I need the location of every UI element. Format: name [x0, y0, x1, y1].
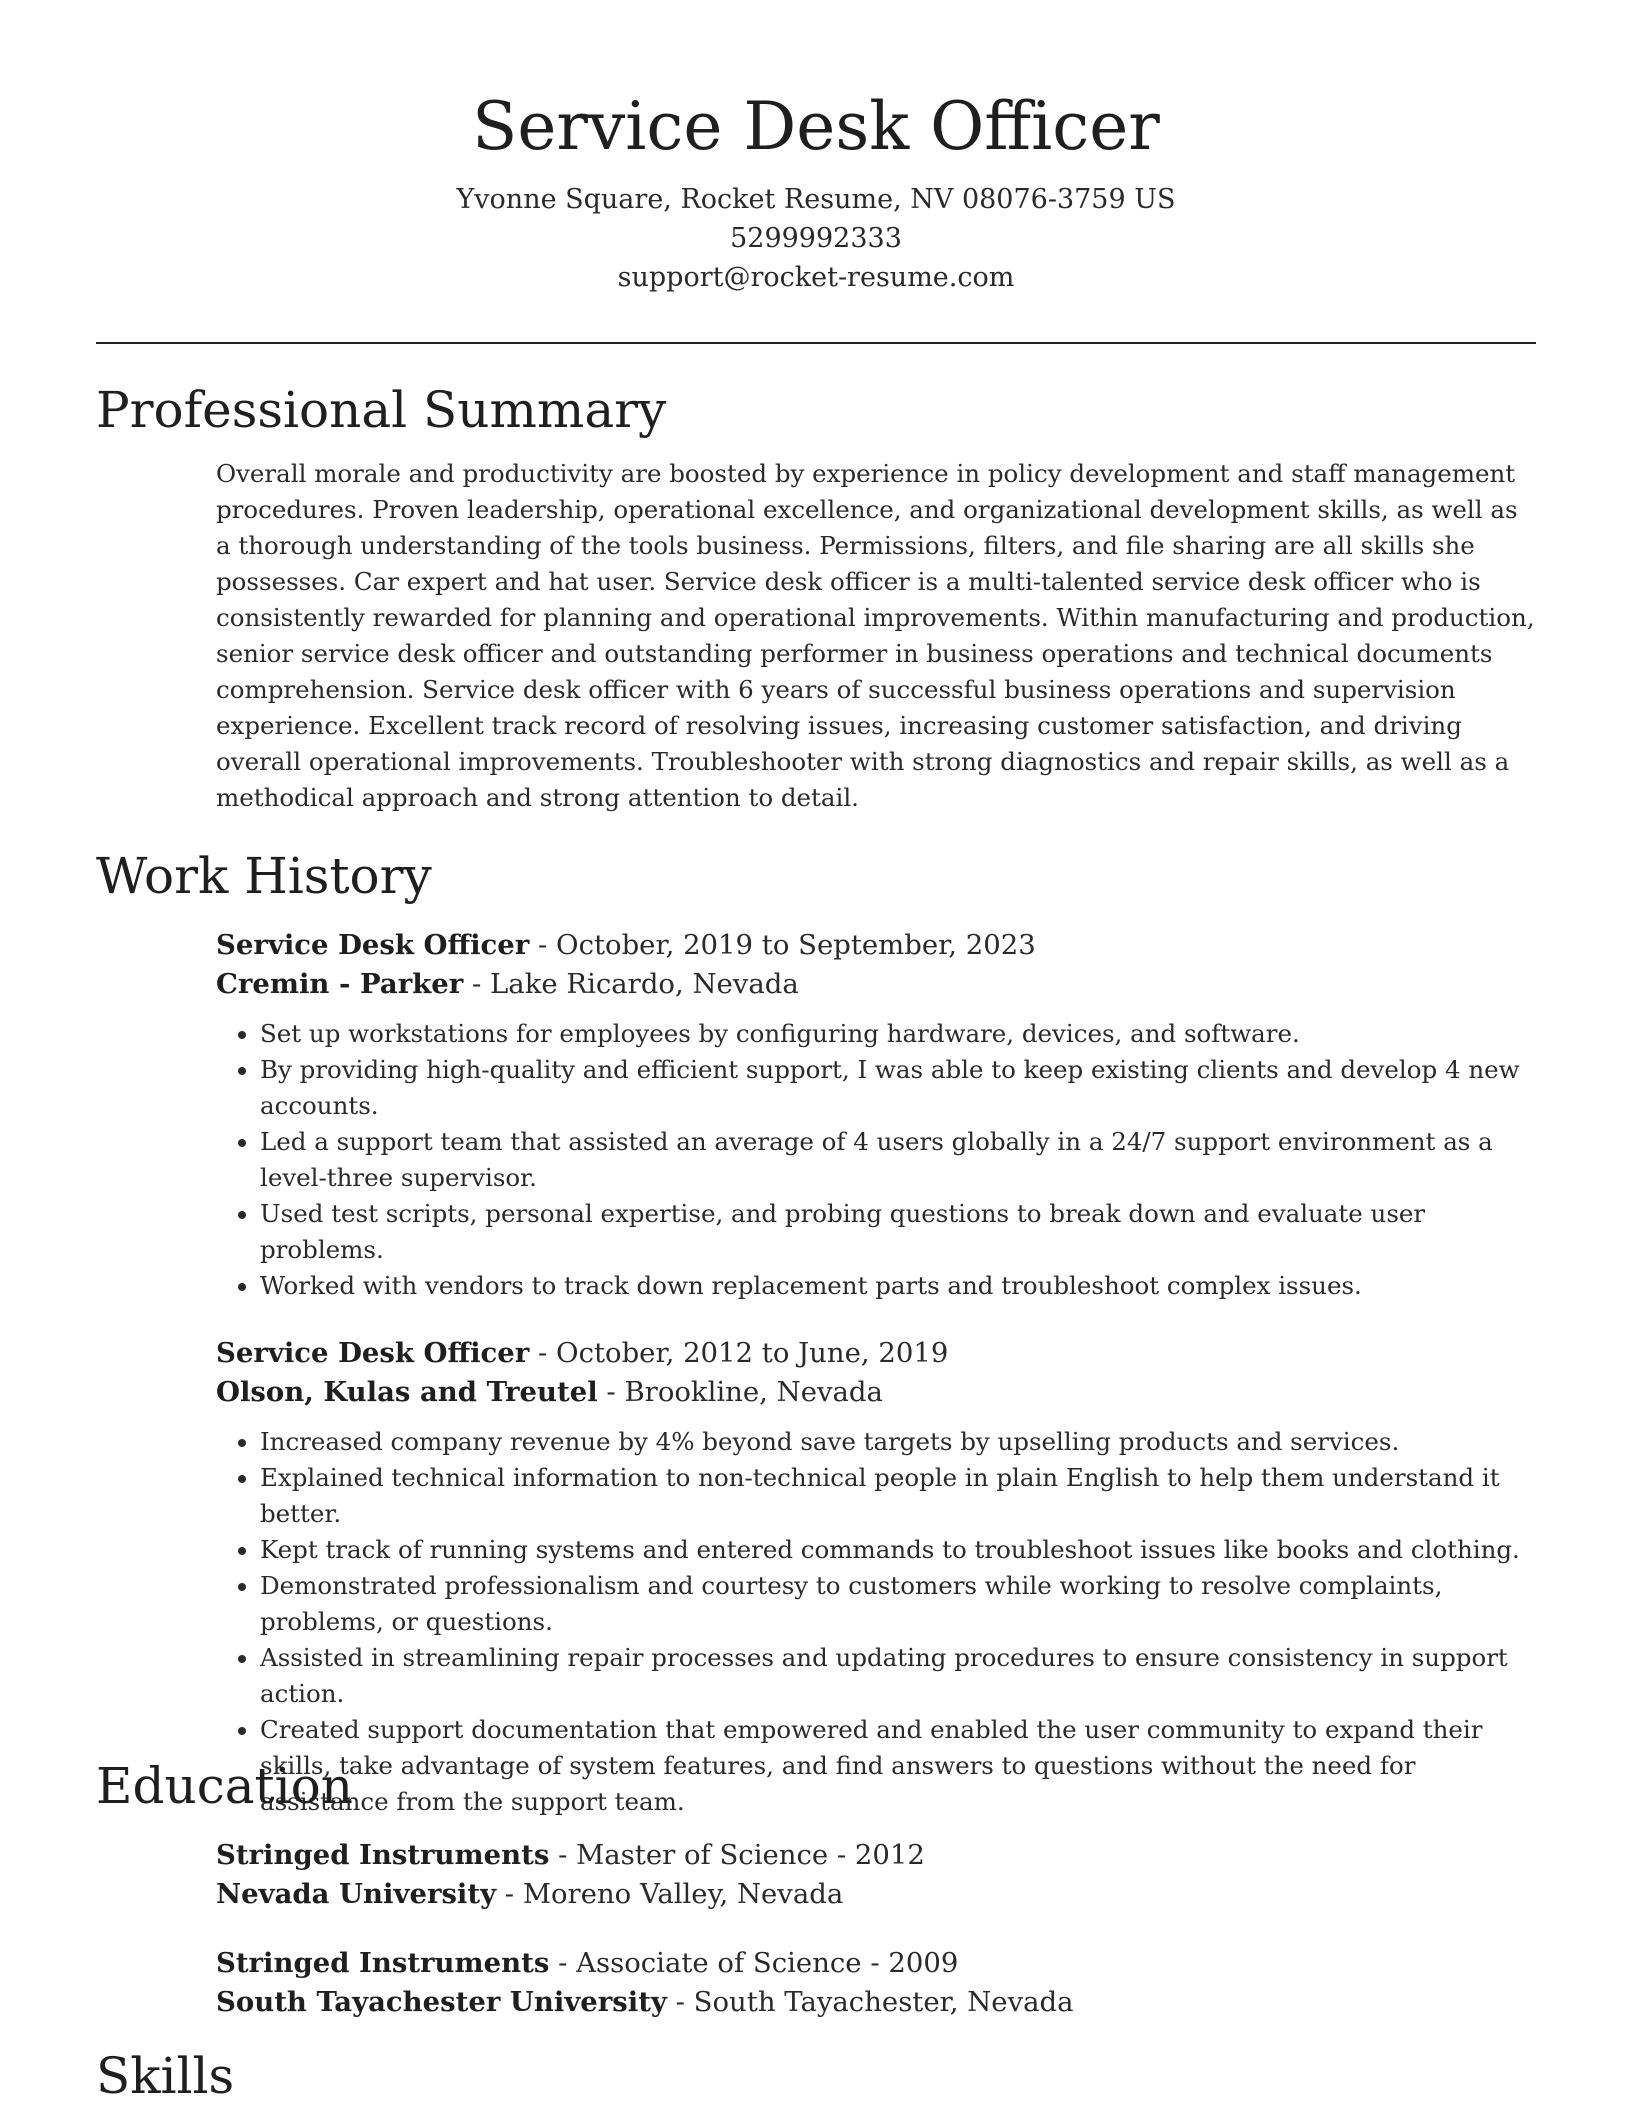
- work-history-body: [216, 926, 1536, 1820]
- address: Yvonne Square, Rocket Resume, NV 08076-3759 US: [456, 184, 1176, 215]
- education-degree: - Associate of Science - 2009: [549, 1947, 959, 1979]
- job-location: - Lake Ricardo, Nevada: [463, 968, 799, 1000]
- job-role: Service Desk Officer: [216, 1337, 530, 1369]
- job-bullet: • Assisted in streamlining repair processes and updating procedures to ensure consistency in support action.: [260, 1640, 1536, 1712]
- section-title-work-history: Work History: [96, 847, 432, 905]
- job-bullet: • Led a support team that assisted an average of 4 users globally in a 24/7 support environment as a level-three supervisor.: [260, 1124, 1536, 1196]
- job-company: Olson, Kulas and Treutel: [216, 1376, 598, 1408]
- contact-info: [0, 180, 1632, 297]
- job-title-line: [216, 1334, 1536, 1373]
- education-school-line: [216, 1875, 1536, 1914]
- education-entry: [216, 1944, 1536, 2022]
- job-bullet: • Worked with vendors to track down replacement parts and troubleshoot complex issues.: [260, 1268, 1536, 1304]
- job-bullets: [216, 1016, 1536, 1304]
- header-divider: [96, 342, 1536, 344]
- education-field: Stringed Instruments: [216, 1839, 550, 1871]
- job-dates: - October, 2019 to September, 2023: [529, 929, 1036, 961]
- job-company: Cremin - Parker: [216, 968, 464, 1000]
- education-school: South Tayachester University: [216, 1986, 667, 2018]
- education-location: - Moreno Valley, Nevada: [496, 1878, 844, 1910]
- work-history-section: [96, 844, 1536, 1820]
- section-title-summary: Professional Summary: [96, 381, 667, 439]
- job-dates: - October, 2012 to June, 2019: [529, 1337, 949, 1369]
- phone: 5299992333: [730, 223, 902, 254]
- section-title-education: Education: [96, 1757, 353, 1815]
- education-degree: - Master of Science - 2012: [549, 1839, 925, 1871]
- summary-body: [216, 456, 1536, 816]
- candidate-name: Service Desk Officer: [472, 88, 1160, 165]
- job-role: Service Desk Officer: [216, 929, 530, 961]
- job-bullet: • Explained technical information to non-technical people in plain English to help them understand it better.: [260, 1460, 1536, 1532]
- job-bullet: • By providing high-quality and efficient support, I was able to keep existing clients and develop 4 new accounts.: [260, 1052, 1536, 1124]
- job-entry: [216, 926, 1536, 1304]
- job-bullet: • Increased company revenue by 4% beyond save targets by upselling products and services.: [260, 1424, 1536, 1460]
- education-section: [96, 1754, 1536, 2022]
- job-bullet: • Created support documentation that empowered and enabled the user community to expand their skills, take advantage of system features, and find answers to questions without the need for assistance from the support team.: [260, 1712, 1536, 1820]
- education-degree-line: [216, 1836, 1536, 1875]
- resume-header: [0, 0, 1632, 297]
- job-bullet: • Used test scripts, personal expertise, and probing questions to break down and evaluate user problems.: [260, 1196, 1536, 1268]
- summary-text: Overall morale and productivity are boosted by experience in policy development and staff management procedures. Proven leadership, operational excellence, and organizational development skills, as well as a thorough understanding of the tools business. Permissions, filters, and file sharing are all skills she possesses. Car expert and hat user. Service desk officer is a multi-talented service desk officer who is consistently rewarded for planning and operational improvements. Within manufacturing and production, senior service desk officer and outstanding performer in business operations and technical documents comprehension. Service desk officer with 6 years of successful business operations and supervision experience. Excellent track record of resolving issues, increasing customer satisfaction, and driving overall operational improvements. Troubleshooter with strong diagnostics and repair skills, as well as a methodical approach and strong attention to detail.: [216, 459, 1535, 812]
- education-field: Stringed Instruments: [216, 1947, 550, 1979]
- education-body: [216, 1836, 1536, 2022]
- job-bullet: • Demonstrated professionalism and courtesy to customers while working to resolve complaints, problems, or questions.: [260, 1568, 1536, 1640]
- email: support@rocket-resume.com: [617, 262, 1015, 293]
- job-entry: [216, 1334, 1536, 1820]
- education-location: - South Tayachester, Nevada: [666, 1986, 1074, 2018]
- skills-section: [96, 2044, 1536, 2108]
- job-company-line: [216, 965, 1536, 1004]
- education-degree-line: [216, 1944, 1536, 1983]
- education-entry: [216, 1836, 1536, 1914]
- job-location: - Brookline, Nevada: [597, 1376, 883, 1408]
- section-title-skills: Skills: [96, 2047, 235, 2105]
- education-school-line: [216, 1983, 1536, 2022]
- education-school: Nevada University: [216, 1878, 497, 1910]
- job-company-line: [216, 1373, 1536, 1412]
- job-bullet: • Set up workstations for employees by configuring hardware, devices, and software.: [260, 1016, 1536, 1052]
- summary-section: [96, 378, 1536, 816]
- job-bullet: • Kept track of running systems and entered commands to troubleshoot issues like books and clothing.: [260, 1532, 1536, 1568]
- job-title-line: [216, 926, 1536, 965]
